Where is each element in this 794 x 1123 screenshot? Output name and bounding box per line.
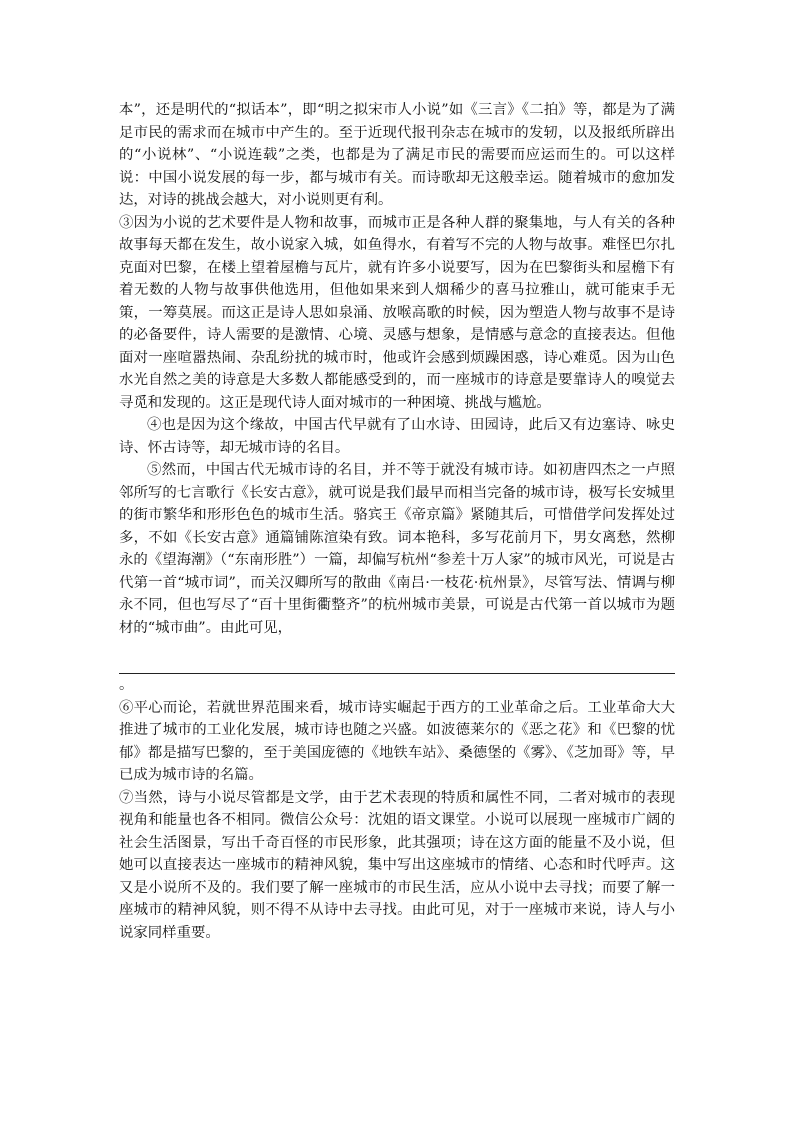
paragraph-continued: 本”，还是明代的“拟话本”，即“明之拟宋市人小说”如《三言》《二拍》等，都是为了满足市民的需求而在城市中产生的。至于近现代报刊杂志在城市的发轫，以及报纸所辟出的“小说林”、“小说连载”之类，也都是为了满足市民的需要而应运而生的。可以这样说：中国小说发展的每一步，都与城市有关。而诗歌却无这般幸运。随着城市的愈加发达，对诗的挑战会越大，对小说则更有利。 [119,102,675,208]
paragraph-6: ⑥平心而论，若就世界范围来看，城市诗实崛起于西方的工业革命之后。工业革命大大推进了城市的工业化发展，城市诗也随之兴盛。如波德莱尔的《恶之花》和《巴黎的忧郁》都是描写巴黎的，至于美国庞德的《地铁车站》、桑德堡的《雾》、《芝加哥》等，早已成为城市诗的名篇。 [119,699,675,783]
paragraph-7: ⑦当然，诗与小说尽管都是文学，由于艺术表现的特质和属性不同，二者对城市的表现视角和能量也各不相同。微信公众号：沈姐的语文课堂。小说可以展现一座城市广阔的社会生活图景，写出千奇百怪的市民形象，此其强项；诗在这方面的能量不及小说，但她可以直接表达一座城市的精神风貌，集中写出这座城市的情绪、心态和时代呼声。这又是小说所不及的。我们要了解一座城市的市民生活，应从小说中去寻找；而要了解一座城市的精神风貌，则不得不从诗中去寻找。由此可见，对于一座城市来说，诗人与小说家同样重要。 [119,789,675,941]
paragraph-4: ④也是因为这个缘故，中国古代早就有了山水诗、田园诗，此后又有边塞诗、咏史诗、怀古诗等，却无城市诗的名目。 [119,417,675,456]
paragraph-5: ⑤然而，中国古代无城市诗的名目，并不等于就没有城市诗。如初唐四杰之一卢照邻所写的七言歌行《长安古意》，就可说是我们最早而相当完备的城市诗，极写长安城里的街市繁华和形形色色的城市生活。骆宾王《帝京篇》紧随其后，可惜借学问发挥处过多，不如《长安古意》通篇铺陈渲染有致。词本艳科，多写花前月下，男女离愁，然柳永的《望海潮》（“东南形胜”）一篇，却偏写杭州“参差十万人家”的城市风光，可说是古代第一首“城市词”，而关汉卿所写的散曲《南吕·一枝花·杭州景》，尽管写法、情调与柳永不同，但也写尽了“百十里街衢整齐”的杭州城市美景，可说是古代第一首以城市为题材的“城市曲”。由此可见， [119,462,675,636]
answer-blank-line [119,639,675,674]
paragraph-3: ③因为小说的艺术要件是人物和故事，而城市正是各种人群的聚集地，与人有关的各种故事每天都在发生，故小说家入城，如鱼得水，有着写不完的人物与故事。难怪巴尔扎克面对巴黎，在楼上望着屋檐与瓦片，就有许多小说要写，因为在巴黎街头和屋檐下有着无数的人物与故事供他选用，但他如果来到人烟稀少的喜马拉雅山，就可能束手无策，一筹莫展。而这正是诗人思如泉涌、放喉高歌的时候，因为塑造人物与故事不是诗的必备要件，诗人需要的是激情、心境、灵感与想象，是情感与意念的直接表达。但他面对一座喧嚣热闹、杂乱纷扰的城市时，他或许会感到烦躁困惑，诗心难觅。因为山色水光自然之美的诗意是大多数人都能感受到的，而一座城市的诗意是要靠诗人的嗅觉去寻觅和发现的。这正是现代诗人面对城市的一种困境、挑战与尴尬。 [119,214,675,411]
paragraph-5-ending: 。 [119,677,134,693]
document-page [119,99,675,944]
